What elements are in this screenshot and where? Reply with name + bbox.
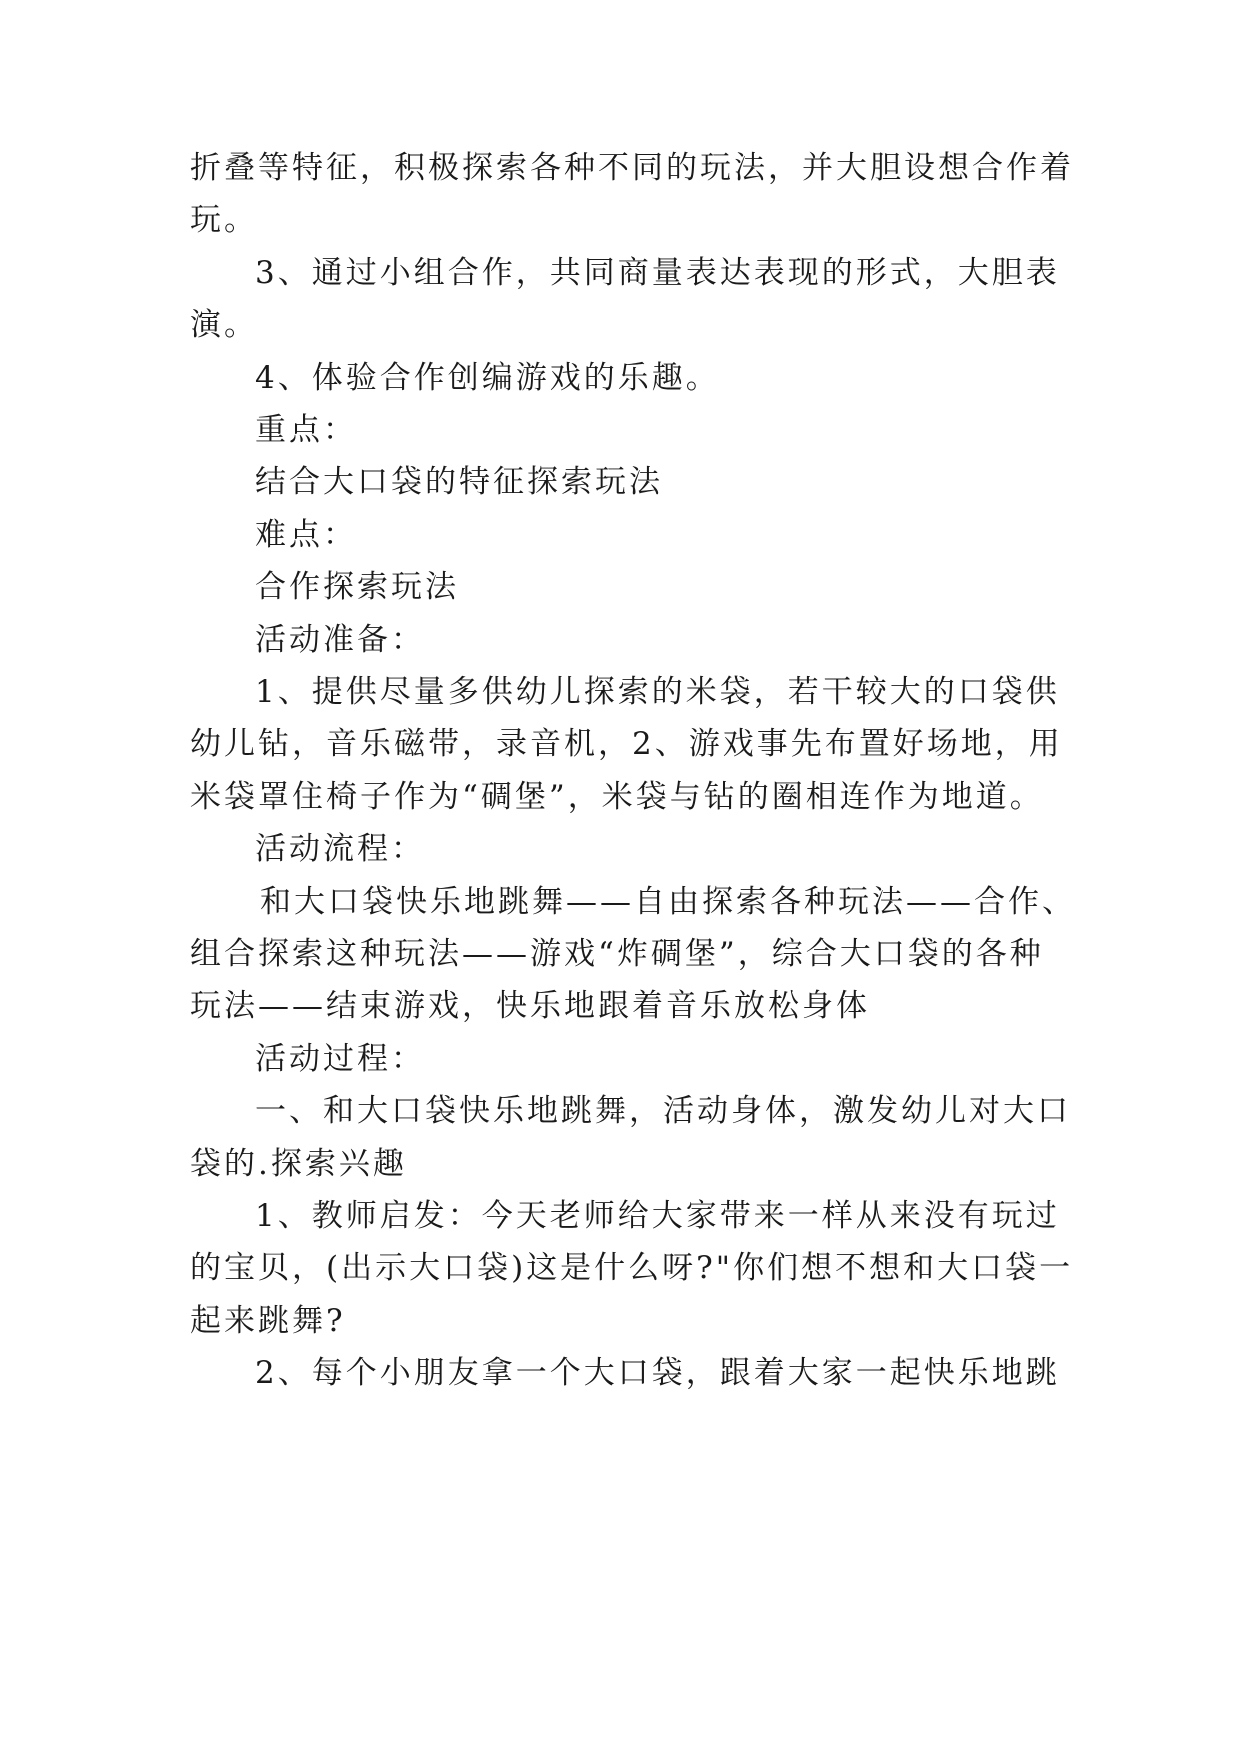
section-heading: 重点： — [255, 412, 357, 448]
text-line: 组合探索这种玩法——游戏“炸碉堡”，综合大口袋的各种 — [190, 936, 1044, 972]
text-line: 的宝贝，(出示大口袋)这是什么呀?"你们想不想和大口袋一 — [190, 1250, 1074, 1286]
text-line: 演。 — [190, 307, 258, 343]
section-heading: 活动过程： — [255, 1041, 425, 1077]
section-heading: 活动准备： — [255, 622, 425, 658]
text-line: 1、提供尽量多供幼儿探索的米袋，若干较大的口袋供 — [255, 674, 1060, 710]
text-line: 起来跳舞? — [190, 1303, 346, 1339]
text-line: 一、和大口袋快乐地跳舞，活动身体，激发幼儿对大口 — [255, 1093, 1071, 1129]
text-line: 袋的.探索兴趣 — [190, 1146, 407, 1182]
text-line: 3、通过小组合作，共同商量表达表现的形式，大胆表 — [255, 255, 1060, 291]
section-heading: 活动流程： — [255, 831, 425, 867]
text-line: 米袋罩住椅子作为“碉堡”，米袋与钻的圈相连作为地道。 — [190, 779, 1044, 815]
section-heading: 难点： — [255, 517, 357, 553]
text-line: 幼儿钻，音乐磁带，录音机，2、游戏事先布置好场地，用 — [190, 726, 1063, 762]
text-line: 2、每个小朋友拿一个大口袋，跟着大家一起快乐地跳 — [255, 1355, 1060, 1391]
text-line: 折叠等特征，积极探索各种不同的玩法，并大胆设想合作着 — [190, 150, 1074, 186]
text-line: 和大口袋快乐地跳舞——自由探索各种玩法——合作、 — [260, 884, 1076, 920]
text-line: 玩。 — [190, 202, 258, 238]
text-line: 玩法——结束游戏，快乐地跟着音乐放松身体 — [190, 988, 870, 1024]
text-line: 合作探索玩法 — [255, 569, 459, 605]
text-line: 4、体验合作创编游戏的乐趣。 — [255, 360, 720, 396]
text-line: 结合大口袋的特征探索玩法 — [255, 464, 663, 500]
text-line: 1、教师启发：今天老师给大家带来一样从来没有玩过 — [255, 1198, 1060, 1234]
